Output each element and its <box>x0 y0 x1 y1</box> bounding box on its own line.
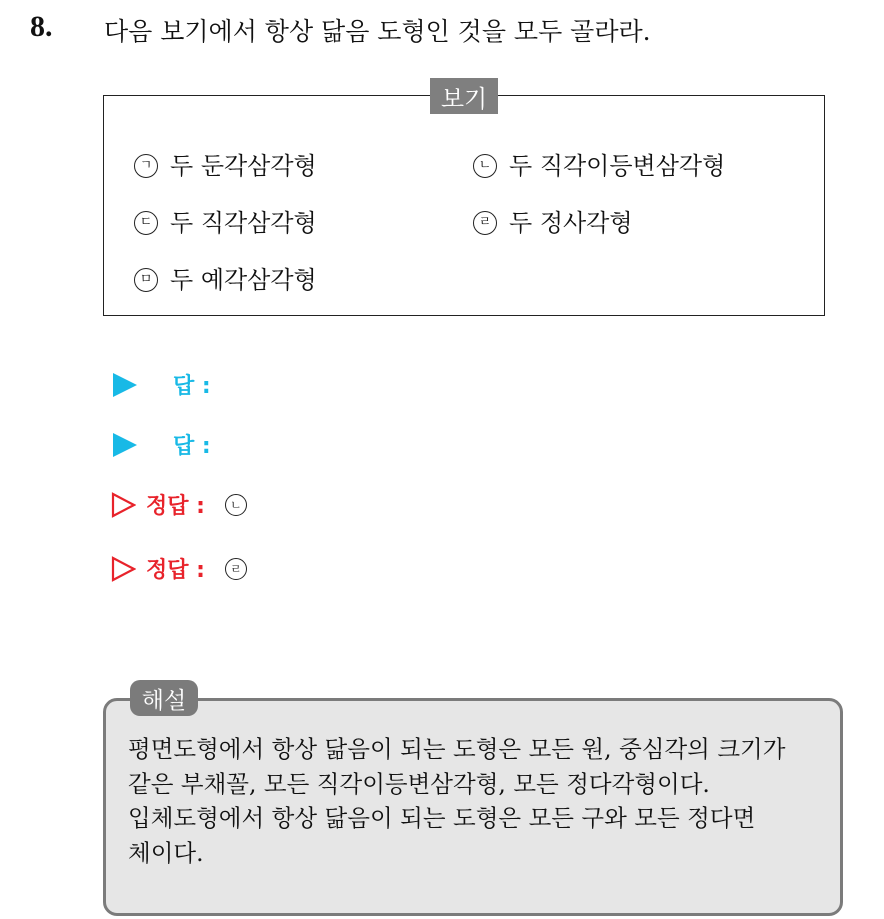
play-triangle-icon <box>113 433 137 457</box>
bogi-item <box>134 146 317 181</box>
question-number: 8. <box>30 10 53 43</box>
choice-mark: ㄴ <box>473 154 497 178</box>
bogi-item <box>473 146 725 181</box>
correct-mark: ㄴ <box>225 494 247 516</box>
question-text: 다음 보기에서 항상 닮음 도형인 것을 모두 골라라. <box>104 17 651 46</box>
correct-answer-row <box>110 489 247 520</box>
outline-triangle-icon <box>110 556 136 582</box>
choice-text: 두 직각이등변삼각형 <box>509 152 726 180</box>
correct-mark: ㄹ <box>225 558 247 580</box>
bogi-title: 보기 <box>430 78 498 114</box>
choice-mark: ㅁ <box>134 268 158 292</box>
explanation-line: 같은 부채꼴, 모든 직각이등변삼각형, 모든 정다각형이다. <box>128 769 710 798</box>
explanation-line: 입체도형에서 항상 닮음이 되는 도형은 모든 구와 모든 정다면 <box>128 804 756 832</box>
choice-mark: ㄷ <box>134 211 158 235</box>
outline-triangle-icon <box>110 492 136 518</box>
choice-mark: ㄱ <box>134 154 158 178</box>
choice-text: 두 정사각형 <box>509 209 633 237</box>
correct-answer-row <box>110 553 247 584</box>
choice-mark: ㄹ <box>473 211 497 235</box>
bogi-item <box>473 203 633 238</box>
play-triangle-icon <box>113 373 137 397</box>
explanation-line: 체이다. <box>128 838 204 867</box>
correct-label: 정답 : <box>146 558 205 583</box>
explanation-line: 평면도형에서 항상 닮음이 되는 도형은 모든 원, 중심각의 크기가 <box>128 735 786 763</box>
choice-text: 두 예각삼각형 <box>170 266 317 294</box>
correct-label: 정답 : <box>146 494 205 519</box>
explanation-text <box>128 732 828 870</box>
answer-label: 답 : <box>173 374 211 399</box>
choice-text: 두 직각삼각형 <box>170 209 317 237</box>
answer-row <box>113 369 211 400</box>
answer-label: 답 : <box>173 434 211 459</box>
explanation-title: 해설 <box>130 680 198 716</box>
answer-row <box>113 429 211 460</box>
bogi-item <box>134 203 317 238</box>
bogi-item <box>134 260 317 295</box>
choice-text: 두 둔각삼각형 <box>170 152 317 180</box>
